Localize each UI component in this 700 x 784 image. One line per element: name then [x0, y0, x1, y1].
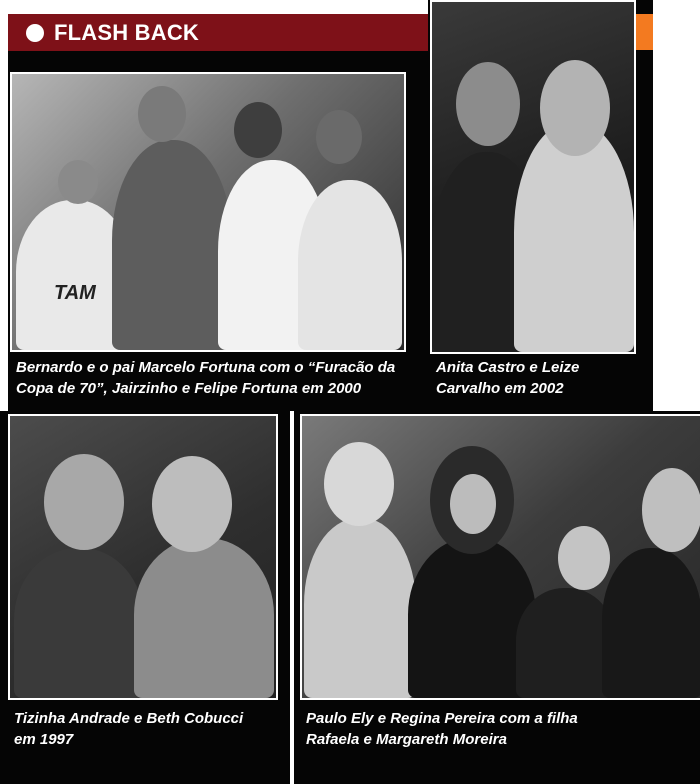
- figure-head: [642, 468, 700, 552]
- figure-shape: [514, 122, 634, 352]
- caption-line: Rafaela e Margareth Moreira: [306, 731, 507, 748]
- photo-anita-leize: [430, 0, 636, 354]
- shirt-logo: TAM: [54, 282, 96, 304]
- figure-shape: [298, 180, 402, 350]
- figure-shape: [112, 140, 232, 350]
- figure-head: [44, 454, 124, 550]
- photo-paulo-regina-rafaela-margareth: [300, 414, 700, 700]
- caption-line: Tizinha Andrade e Beth Cobucci: [14, 710, 244, 727]
- figure-head: [450, 474, 496, 534]
- caption-line: Bernardo e o pai Marcelo Fortuna com o “Furacão da: [16, 359, 396, 376]
- caption-photo-2: [436, 357, 648, 399]
- caption-line: em 1997: [14, 731, 74, 748]
- caption-line: Copa de 70”, Jairzinho e Felipe Fortuna em 2000: [16, 380, 362, 397]
- section-header: [8, 14, 428, 51]
- figure-head: [558, 526, 610, 590]
- figure-shape: [134, 538, 274, 698]
- section-title: FLASH BACK: [54, 19, 199, 45]
- figure-head: [456, 62, 520, 146]
- caption-line: Anita Castro e Leize: [436, 359, 580, 376]
- figure-head: [138, 86, 186, 142]
- bullet-icon: [26, 24, 44, 42]
- photo-tizinha-beth: [8, 414, 278, 700]
- figure-head: [316, 110, 362, 164]
- figure-head: [324, 442, 394, 526]
- figure-shape: [14, 548, 144, 698]
- caption-photo-3: [14, 708, 284, 750]
- figure-head: [152, 456, 232, 552]
- figure-shape: [516, 588, 616, 698]
- caption-photo-1: [16, 357, 420, 399]
- caption-photo-4: [306, 708, 696, 750]
- figure-shape: [602, 548, 700, 698]
- photo-bernardo-marcelo-jairzinho-felipe: [10, 72, 406, 352]
- figure-head: [58, 160, 98, 204]
- figure-head: [234, 102, 282, 158]
- caption-line: Paulo Ely e Regina Pereira com a filha: [306, 710, 578, 727]
- orange-accent-bar: [636, 14, 653, 50]
- figure-shape: [304, 518, 416, 698]
- figure-head: [540, 60, 610, 156]
- caption-line: Carvalho em 2002: [436, 380, 564, 397]
